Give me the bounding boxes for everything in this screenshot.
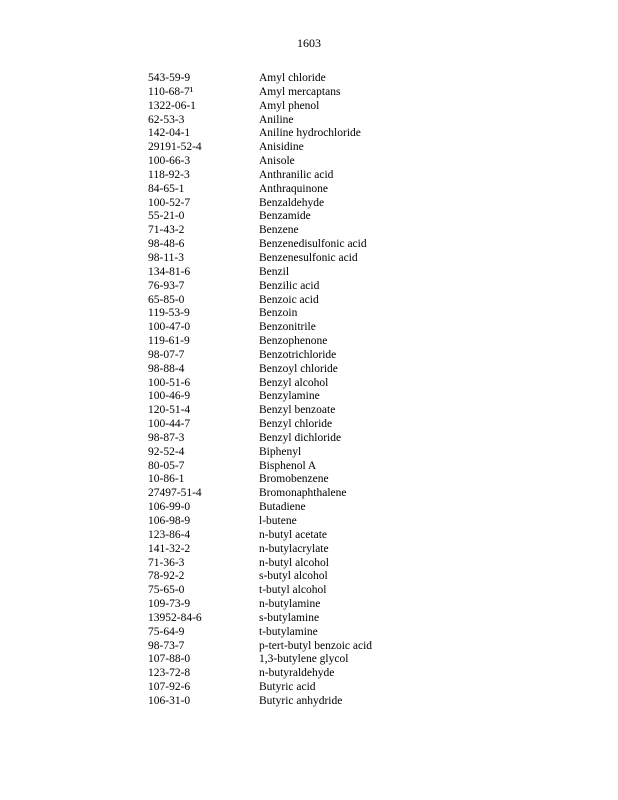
cas-number: 119-53-9 [148, 307, 190, 320]
chemical-name: n-butylamine [259, 598, 321, 611]
chemical-name: Amyl phenol [259, 99, 320, 112]
chemical-name: Benzyl alcohol [259, 376, 329, 389]
chemical-name: Benzyl chloride [259, 418, 333, 431]
cas-number: 123-72-8 [148, 667, 191, 680]
chemical-name: Benzotrichloride [259, 348, 337, 361]
chemical-name: Amyl mercaptans [259, 85, 341, 98]
cas-number: 100-52-7 [148, 196, 191, 209]
cas-number: 106-98-9 [148, 515, 191, 527]
list-item [148, 695, 372, 709]
cas-number: 29191-52-4 [148, 141, 202, 154]
list-item [148, 390, 372, 404]
list-item [148, 515, 372, 529]
chemical-name: Biphenyl [259, 445, 302, 458]
chemical-name: Benzophenone [259, 335, 328, 348]
chemical-name: Benzenesulfonic acid [259, 251, 358, 264]
list-item [148, 473, 372, 487]
list-item [148, 404, 372, 418]
chemical-list [148, 72, 372, 709]
list-item [148, 238, 372, 252]
list-item [148, 321, 372, 335]
cas-number: 98-73-7 [148, 639, 185, 652]
cas-number: 55-21-0 [148, 210, 185, 223]
chemical-name: 1,3-butylene glycol [259, 653, 349, 666]
cas-number: 80-05-7 [148, 459, 185, 472]
cas-number: 107-92-6 [148, 681, 191, 694]
chemical-name: Benzoic acid [259, 293, 319, 306]
chemical-name: Benzil [259, 265, 290, 278]
cas-number: 1322-06-1 [148, 99, 196, 112]
chemical-name: t-butyl alcohol [259, 584, 327, 597]
list-item [148, 224, 372, 238]
list-item [148, 252, 372, 266]
cas-number: 98-11-3 [148, 251, 184, 264]
page-number: 1603 [297, 36, 321, 50]
chemical-name: s-butylamine [259, 611, 320, 624]
cas-number: 100-51-6 [148, 376, 191, 389]
chemical-name: n-butylacrylate [259, 542, 329, 555]
chemical-name: Benzenedisulfonic acid [259, 238, 367, 251]
list-item [148, 543, 372, 557]
cas-number: 106-99-0 [148, 501, 191, 514]
cas-number: 141-32-2 [148, 542, 191, 555]
chemical-name: Butyric acid [259, 681, 316, 694]
cas-number: 71-43-2 [148, 224, 185, 237]
cas-number: 98-07-7 [148, 348, 185, 361]
list-item [148, 612, 372, 626]
list-item [148, 501, 372, 515]
chemical-name: Benzyl dichloride [259, 431, 342, 444]
chemical-name: Aniline hydrochloride [259, 127, 361, 140]
chemical-name: Benzoin [259, 307, 298, 320]
list-item [148, 72, 372, 86]
cas-number: 98-88-4 [148, 362, 185, 375]
chemical-name: Bisphenol A [259, 459, 317, 472]
chemical-name: Anthranilic acid [259, 168, 334, 181]
cas-number: 27497-51-4 [148, 487, 202, 500]
cas-number: 120-51-4 [148, 404, 191, 417]
list-item [148, 418, 372, 432]
cas-number: 543-59-9 [148, 72, 191, 84]
cas-number: 84-65-1 [148, 182, 185, 195]
list-item [148, 598, 372, 612]
chemical-name: Butyric anhydride [259, 694, 343, 707]
cas-number: 78-92-2 [148, 570, 185, 583]
chemical-name: Benzylamine [259, 390, 320, 403]
list-item [148, 487, 372, 501]
chemical-name: Benzilic acid [259, 279, 320, 292]
list-item [148, 640, 372, 654]
cas-number: 118-92-3 [148, 168, 190, 181]
list-item [148, 86, 372, 100]
cas-number: 13952-84-6 [148, 611, 202, 624]
chemical-name: Benzamide [259, 210, 311, 223]
chemical-name: Bromonaphthalene [259, 487, 347, 500]
chemical-name: p-tert-butyl benzoic acid [259, 639, 373, 652]
cas-number: 142-04-1 [148, 127, 191, 140]
chemical-name: Aniline [259, 113, 294, 126]
chemical-name: Butadiene [259, 501, 306, 514]
cas-number: 75-64-9 [148, 625, 185, 638]
cas-number: 110-68-7¹ [148, 85, 194, 98]
chemical-name: Benzyl benzoate [259, 404, 336, 417]
chemical-name: n-butyl acetate [259, 528, 328, 541]
cas-number: 123-86-4 [148, 528, 191, 541]
list-item [148, 183, 372, 197]
cas-number: 62-53-3 [148, 113, 185, 126]
cas-number: 106-31-0 [148, 694, 191, 707]
chemical-name: t-butylamine [259, 625, 318, 638]
chemical-name: Bromobenzene [259, 473, 329, 486]
cas-number: 10-86-1 [148, 473, 185, 486]
list-item [148, 349, 372, 363]
cas-number: 119-61-9 [148, 335, 190, 348]
cas-number: 71-36-3 [148, 556, 185, 569]
cas-number: 98-87-3 [148, 431, 185, 444]
cas-number: 134-81-6 [148, 265, 191, 278]
chemical-name: Benzonitrile [259, 321, 316, 334]
list-item [148, 529, 372, 543]
chemical-name: s-butyl alcohol [259, 570, 328, 583]
cas-number: 100-46-9 [148, 390, 191, 403]
list-item [148, 681, 372, 695]
list-item [148, 266, 372, 280]
list-item [148, 294, 372, 308]
chemical-name: Benzoyl chloride [259, 362, 338, 375]
list-item [148, 280, 372, 294]
list-item [148, 155, 372, 169]
list-item [148, 557, 372, 571]
chemical-name: Anisole [259, 155, 295, 168]
cas-number: 98-48-6 [148, 238, 185, 251]
cas-number: 100-44-7 [148, 418, 191, 431]
list-item [148, 169, 372, 183]
list-item [148, 127, 372, 141]
cas-number: 76-93-7 [148, 279, 185, 292]
list-item [148, 584, 372, 598]
list-item [148, 335, 372, 349]
list-item [148, 653, 372, 667]
list-item [148, 626, 372, 640]
list-item [148, 432, 372, 446]
list-item [148, 460, 372, 474]
list-item [148, 377, 372, 391]
chemical-name: Benzaldehyde [259, 196, 325, 209]
chemical-name: Benzene [259, 224, 299, 237]
cas-number: 109-73-9 [148, 598, 191, 611]
list-item [148, 363, 372, 377]
list-item [148, 114, 372, 128]
list-item [148, 100, 372, 114]
chemical-name: n-butyl alcohol [259, 556, 329, 569]
cas-number: 107-88-0 [148, 653, 191, 666]
chemical-name: n-butyraldehyde [259, 667, 335, 680]
list-item [148, 141, 372, 155]
chemical-name: Amyl chloride [259, 72, 326, 84]
list-item [148, 446, 372, 460]
cas-number: 100-47-0 [148, 321, 191, 334]
chemical-name: Anthraquinone [259, 182, 328, 195]
list-item [148, 667, 372, 681]
list-item [148, 197, 372, 211]
list-item [148, 570, 372, 584]
list-item [148, 210, 372, 224]
cas-number: 65-85-0 [148, 293, 185, 306]
cas-number: 92-52-4 [148, 445, 185, 458]
list-item [148, 307, 372, 321]
cas-number: 100-66-3 [148, 155, 191, 168]
chemical-name: l-butene [259, 515, 297, 527]
chemical-name: Anisidine [259, 141, 304, 154]
cas-number: 75-65-0 [148, 584, 185, 597]
